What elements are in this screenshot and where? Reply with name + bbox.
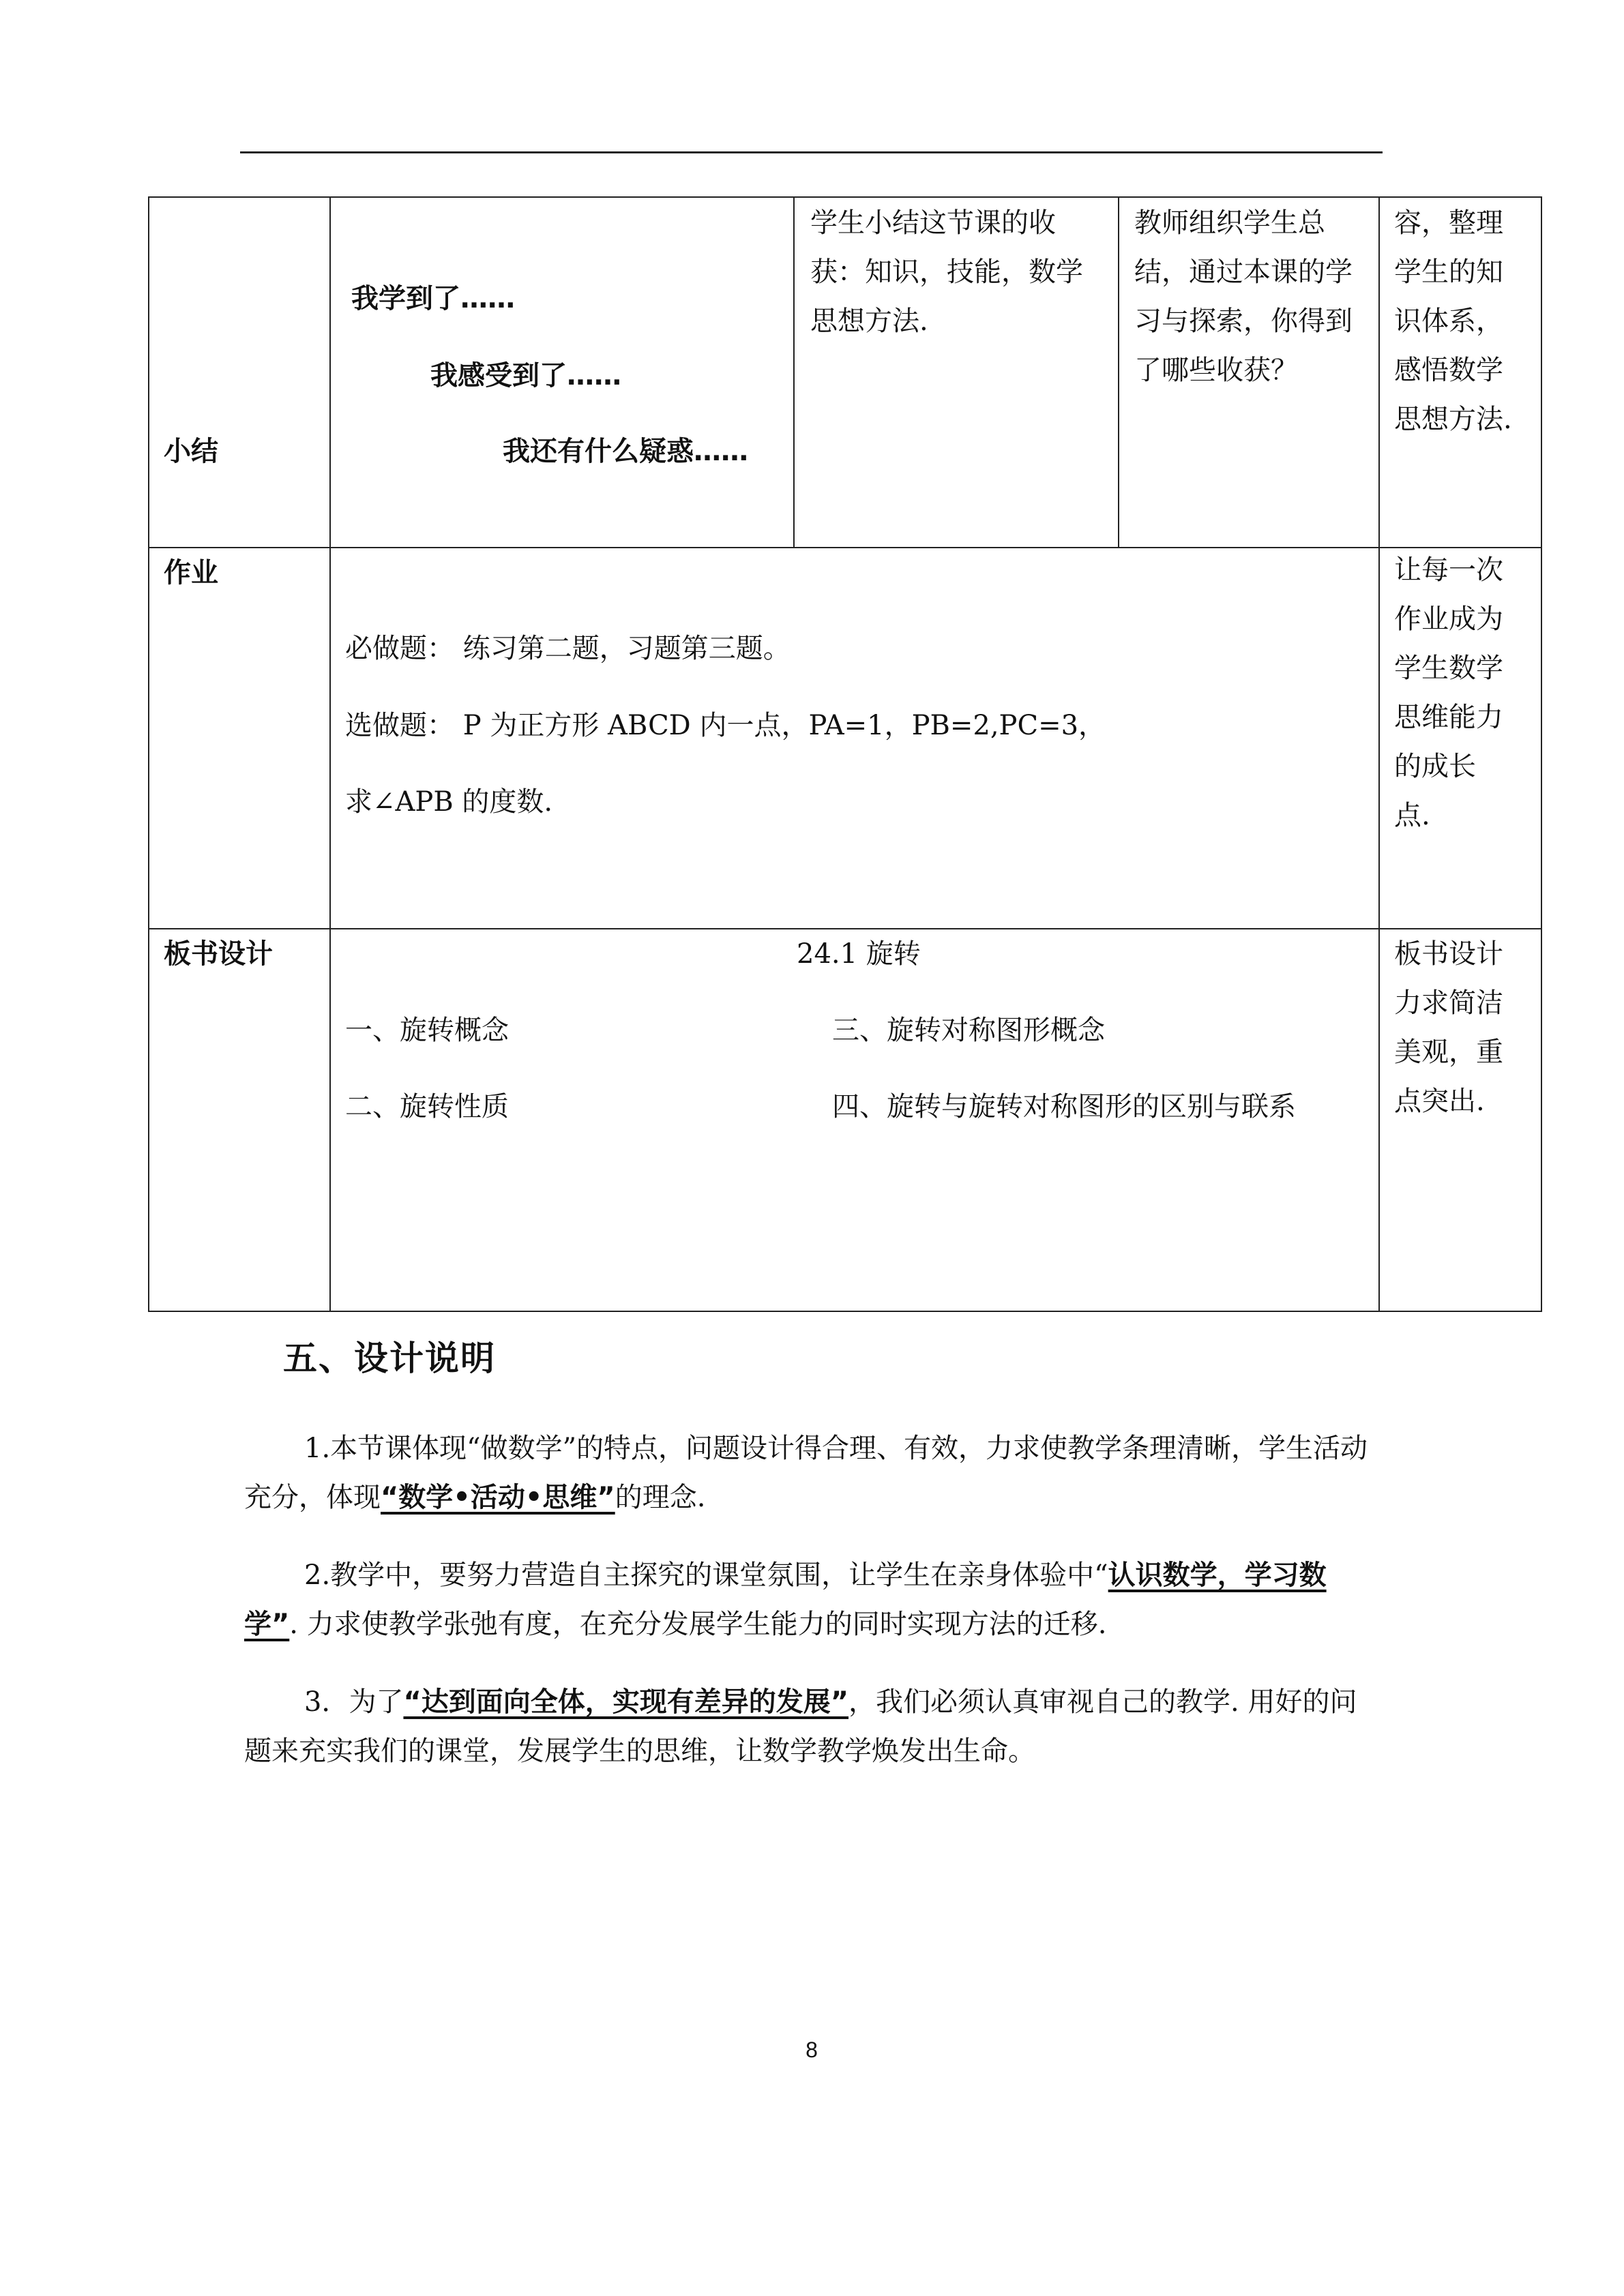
student-activity-line: 获：知识，技能，数学 (810, 256, 1083, 288)
homework-required: 必做题： 练习第二题，习题第三题。 (345, 633, 791, 664)
table-border-top (148, 196, 1542, 198)
table-border-left (148, 196, 149, 1311)
teacher-activity-line: 习与探索，你得到 (1134, 305, 1353, 337)
board-item-2: 二、旋转性质 (345, 1091, 509, 1122)
design-note-1 (244, 1424, 1376, 1522)
homework-label: 作业 (164, 557, 218, 588)
board-item-4: 四、旋转与旋转对称图形的区别与联系 (832, 1091, 1296, 1122)
board-intent-line: 板书设计 (1394, 938, 1503, 970)
design-note-3-emphasis: “达到面向全体，实现有差异的发展” (403, 1686, 849, 1718)
board-title: 24.1 旋转 (797, 938, 921, 970)
table-row-divider (148, 547, 1542, 548)
design-note-3 (244, 1678, 1376, 1776)
summary-intent-line: 思想方法. (1394, 404, 1512, 435)
design-note-2-tail: . 力求使教学张弛有度，在充分发展学生能力的同时实现方法的迁移. (289, 1609, 1107, 1640)
teacher-activity-line: 了哪些收获？ (1134, 355, 1298, 386)
design-note-3-text: 3．为了 (304, 1686, 404, 1718)
table-border-right (1541, 196, 1542, 1311)
design-note-3-tail: ，我们必须认真审视自己的教学. 用好的问题来充实我们的课堂，发展学生的思维，让数学教学焕发出生命。 (244, 1686, 1357, 1767)
student-activity-line: 思想方法. (810, 305, 928, 337)
board-label: 板书设计 (164, 938, 273, 970)
board-intent-line: 美观，重 (1394, 1037, 1503, 1068)
section-title: 五、设计说明 (283, 1338, 496, 1378)
homework-intent-line: 让每一次 (1394, 554, 1503, 586)
summary-intent-line: 学生的知 (1394, 256, 1503, 288)
design-note-2 (244, 1551, 1376, 1649)
table-col-divider (793, 196, 795, 548)
homework-intent-line: 作业成为 (1394, 603, 1503, 635)
summary-intent-line: 容，整理 (1394, 207, 1503, 239)
homework-intent-line: 的成长 (1394, 751, 1476, 782)
board-item-1: 一、旋转概念 (345, 1015, 509, 1046)
summary-label: 小结 (164, 436, 218, 467)
design-note-1-text: 1.本节课体现“做数学”的特点，问题设计得合理、有效，力求使教学条理清晰，学生活动充分，体现 (244, 1433, 1368, 1513)
table-border-bottom (148, 1311, 1542, 1312)
summary-line-3: 我还有什么疑惑…… (503, 436, 748, 467)
summary-intent-line: 识体系， (1394, 305, 1503, 337)
teacher-activity-line: 结，通过本课的学 (1134, 256, 1353, 288)
teacher-activity-line: 教师组织学生总 (1134, 207, 1325, 239)
design-note-1-emphasis: “数学•活动•思维” (381, 1482, 615, 1513)
design-note-2-text: 2.教学中，要努力营造自主探究的课堂氛围，让学生在亲身体验中“ (304, 1560, 1108, 1591)
board-intent-line: 点突出. (1394, 1086, 1485, 1117)
homework-intent-line: 思维能力 (1394, 702, 1503, 733)
board-intent-line: 力求简洁 (1394, 987, 1503, 1019)
design-note-2-emphasis: 认识数学，学习数学” (244, 1560, 1327, 1640)
page-number: 8 (806, 2038, 818, 2062)
table-col-divider (1378, 196, 1380, 1311)
summary-intent-line: 感悟数学 (1394, 355, 1503, 386)
board-item-3: 三、旋转对称图形概念 (832, 1015, 1105, 1046)
table-col-divider (329, 196, 331, 1311)
header-rule (240, 151, 1383, 153)
summary-line-2: 我感受到了…… (430, 360, 621, 391)
design-note-1-tail: 的理念. (615, 1482, 706, 1513)
table-col-divider (1118, 196, 1119, 548)
student-activity-line: 学生小结这节课的收 (810, 207, 1056, 239)
summary-line-1: 我学到了…… (351, 283, 515, 314)
homework-optional-line-2: 求∠APB 的度数. (345, 786, 553, 818)
homework-intent-line: 点. (1394, 800, 1430, 831)
homework-intent-line: 学生数学 (1394, 653, 1503, 684)
homework-optional-line-1: 选做题： P 为正方形 ABCD 内一点，PA=1，PB=2,PC=3， (345, 710, 1106, 741)
